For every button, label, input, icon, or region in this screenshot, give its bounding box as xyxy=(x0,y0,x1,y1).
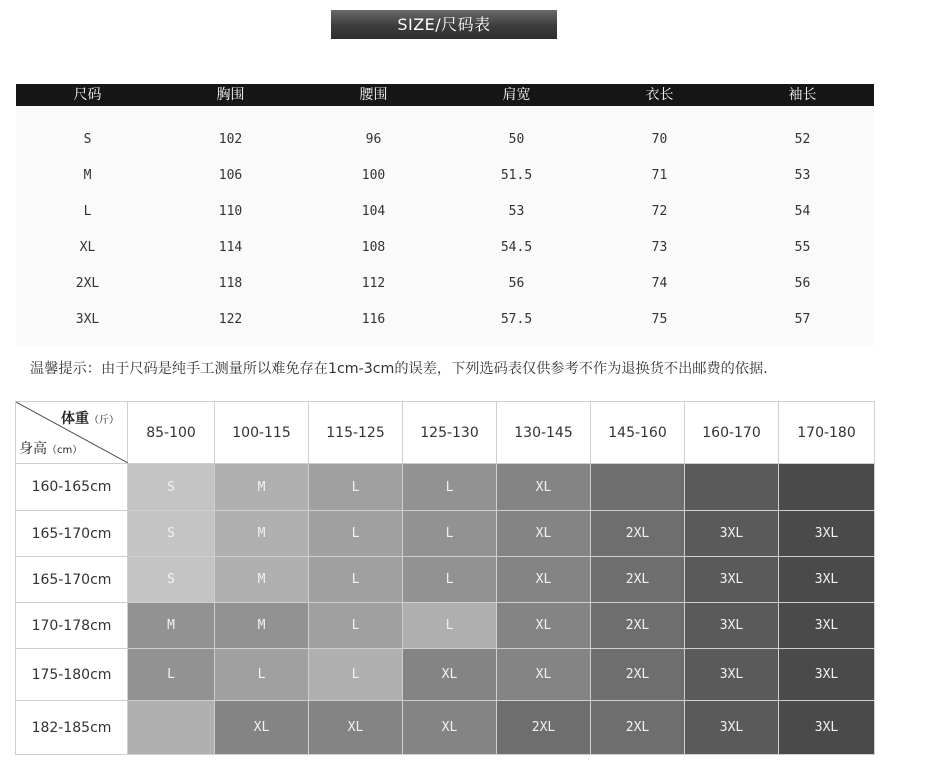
size-cell: L xyxy=(309,511,403,557)
height-range: 170-178cm xyxy=(16,603,128,649)
spec-header-shoulder: 肩宽 xyxy=(502,87,531,103)
spec-cell: 110 xyxy=(218,204,243,219)
spec-cell: 116 xyxy=(361,312,386,327)
spec-cell: 56 xyxy=(794,276,811,291)
size-cell xyxy=(779,464,875,511)
size-cell: 2XL xyxy=(591,603,685,649)
table-row xyxy=(16,649,875,701)
spec-cell: 118 xyxy=(218,276,243,291)
size-cell: M xyxy=(215,557,309,603)
height-label: 身高（cm） xyxy=(19,441,83,457)
weight-header: 85-100 xyxy=(128,402,215,464)
spec-header-sleeve: 袖长 xyxy=(788,87,817,103)
spec-cell: 112 xyxy=(361,276,386,291)
size-cell: L xyxy=(215,649,309,701)
table-row xyxy=(16,122,874,158)
weight-header: 125-130 xyxy=(403,402,497,464)
size-cell: M xyxy=(215,464,309,511)
size-cell: L xyxy=(403,557,497,603)
size-cell: 2XL xyxy=(497,701,591,755)
table-row xyxy=(16,266,874,302)
spec-cell: 56 xyxy=(508,276,525,291)
size-cell: L xyxy=(309,464,403,511)
weight-header: 145-160 xyxy=(591,402,685,464)
size-cell: 3XL xyxy=(779,557,875,603)
table-row xyxy=(16,302,874,338)
size-cell xyxy=(685,464,779,511)
weight-header: 115-125 xyxy=(309,402,403,464)
size-cell: 3XL xyxy=(685,649,779,701)
table-row xyxy=(16,511,875,557)
size-cell xyxy=(128,701,215,755)
weight-label: 体重（斤） xyxy=(61,411,119,427)
size-cell: L xyxy=(403,464,497,511)
spec-cell: 96 xyxy=(365,132,382,147)
size-recommendation-table xyxy=(15,401,875,755)
spec-header-waist: 腰围 xyxy=(359,87,388,103)
spec-cell: 70 xyxy=(651,132,668,147)
table-row xyxy=(16,701,875,755)
spec-cell: 71 xyxy=(651,168,668,183)
size-cell: XL xyxy=(403,649,497,701)
size-cell: L xyxy=(128,649,215,701)
spec-header-length: 衣长 xyxy=(645,87,674,103)
weight-header: 160-170 xyxy=(685,402,779,464)
spec-cell: 57 xyxy=(794,312,811,327)
size-cell: XL xyxy=(497,464,591,511)
spec-table-header xyxy=(16,84,874,106)
table-header-row xyxy=(16,402,875,464)
table-row xyxy=(16,603,875,649)
size-cell: S xyxy=(128,511,215,557)
measurement-tip: 温馨提示：由于尺码是纯手工测量所以难免存在1cm-3cm的误差，下列选码表仅供参考不作为退换货不出邮费的依据. xyxy=(30,361,768,377)
spec-cell: 114 xyxy=(218,240,243,255)
size-cell: XL xyxy=(497,649,591,701)
table-row xyxy=(16,230,874,266)
spec-cell: 52 xyxy=(794,132,811,147)
size-cell: XL xyxy=(403,701,497,755)
height-range: 165-170cm xyxy=(16,557,128,603)
spec-cell: XL xyxy=(79,240,96,255)
size-cell: 3XL xyxy=(779,701,875,755)
size-cell: 3XL xyxy=(779,603,875,649)
size-cell: 3XL xyxy=(685,701,779,755)
spec-cell: 53 xyxy=(508,204,525,219)
height-range: 160-165cm xyxy=(16,464,128,511)
size-cell: S xyxy=(128,557,215,603)
size-cell: XL xyxy=(497,557,591,603)
page-title: SIZE/尺码表 xyxy=(331,10,557,39)
size-cell: 3XL xyxy=(685,557,779,603)
weight-header: 170-180 xyxy=(779,402,875,464)
size-cell: 3XL xyxy=(779,649,875,701)
size-cell: 3XL xyxy=(779,511,875,557)
table-row xyxy=(16,194,874,230)
spec-cell: 106 xyxy=(218,168,243,183)
spec-header-size: 尺码 xyxy=(73,87,102,103)
weight-header: 130-145 xyxy=(497,402,591,464)
spec-header-chest: 胸围 xyxy=(216,87,245,103)
spec-cell: 54 xyxy=(794,204,811,219)
size-cell: XL xyxy=(309,701,403,755)
size-cell xyxy=(591,464,685,511)
spec-cell: 102 xyxy=(218,132,243,147)
size-cell: L xyxy=(403,603,497,649)
spec-cell: 75 xyxy=(651,312,668,327)
size-cell: XL xyxy=(497,511,591,557)
size-cell: L xyxy=(309,557,403,603)
spec-cell: L xyxy=(83,204,92,219)
spec-cell: 3XL xyxy=(75,312,100,327)
weight-header: 100-115 xyxy=(215,402,309,464)
size-cell: XL xyxy=(215,701,309,755)
height-range: 165-170cm xyxy=(16,511,128,557)
size-cell: 2XL xyxy=(591,557,685,603)
table-row xyxy=(16,557,875,603)
spec-cell: 72 xyxy=(651,204,668,219)
spec-cell: S xyxy=(83,132,92,147)
spec-cell: 54.5 xyxy=(500,240,533,255)
table-row xyxy=(16,158,874,194)
spec-cell: 50 xyxy=(508,132,525,147)
height-range: 175-180cm xyxy=(16,649,128,701)
size-cell: S xyxy=(128,464,215,511)
size-cell: M xyxy=(215,511,309,557)
spec-cell: 74 xyxy=(651,276,668,291)
size-cell: L xyxy=(309,603,403,649)
spec-cell: 55 xyxy=(794,240,811,255)
spec-cell: 73 xyxy=(651,240,668,255)
spec-cell: 104 xyxy=(361,204,386,219)
size-cell: 3XL xyxy=(685,603,779,649)
spec-cell: 53 xyxy=(794,168,811,183)
size-cell: XL xyxy=(497,603,591,649)
spec-cell: 100 xyxy=(361,168,386,183)
spec-cell: 2XL xyxy=(75,276,100,291)
size-cell: 2XL xyxy=(591,649,685,701)
spec-cell: M xyxy=(83,168,92,183)
size-cell: 3XL xyxy=(685,511,779,557)
height-range: 182-185cm xyxy=(16,701,128,755)
spec-cell: 108 xyxy=(361,240,386,255)
size-cell: M xyxy=(215,603,309,649)
size-cell: 2XL xyxy=(591,701,685,755)
spec-table-body xyxy=(16,106,874,346)
table-row xyxy=(16,464,875,511)
size-cell: M xyxy=(128,603,215,649)
corner-header xyxy=(16,402,128,464)
size-cell: L xyxy=(403,511,497,557)
spec-cell: 51.5 xyxy=(500,168,533,183)
size-cell: L xyxy=(309,649,403,701)
size-cell: 2XL xyxy=(591,511,685,557)
spec-cell: 122 xyxy=(218,312,243,327)
spec-cell: 57.5 xyxy=(500,312,533,327)
